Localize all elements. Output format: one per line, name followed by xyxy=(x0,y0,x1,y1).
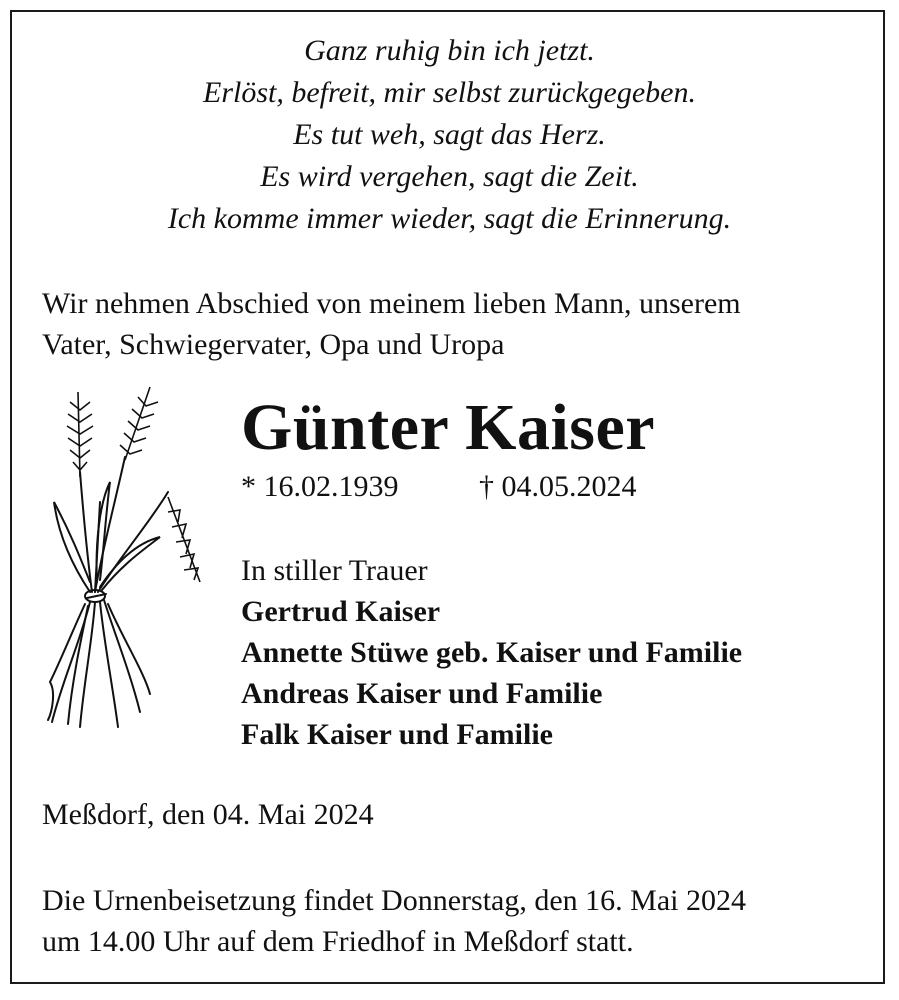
mourner-name: Gertrud Kaiser xyxy=(241,595,441,628)
poem xyxy=(12,30,887,240)
burial-line: um 14.00 Uhr auf dem Friedhof in Meßdorf statt. xyxy=(42,925,634,958)
burial-line: Die Urnenbeisetzung findet Donnerstag, den 16. Mai 2024 xyxy=(42,884,746,917)
birth-date: * 16.02.1939 xyxy=(241,470,399,503)
burial-info xyxy=(42,880,746,962)
death-date: † 04.05.2024 xyxy=(479,470,637,503)
intro-line: Vater, Schwiegervater, Opa und Uropa xyxy=(42,328,505,361)
poem-line: Erlöst, befreit, mir selbst zurückgegeben. xyxy=(203,76,696,109)
intro-text xyxy=(42,283,872,365)
mourner-name: Andreas Kaiser und Familie xyxy=(241,677,603,710)
poem-line: Es wird vergehen, sagt die Zeit. xyxy=(260,160,639,193)
poem-line: Ich komme immer wieder, sagt die Erinnerung. xyxy=(167,202,732,235)
poem-line: Ganz ruhig bin ich jetzt. xyxy=(304,34,595,67)
mourner-name: Falk Kaiser und Familie xyxy=(241,718,553,751)
mourner-name: Annette Stüwe geb. Kaiser und Familie xyxy=(241,636,743,669)
mourning-heading: In stiller Trauer xyxy=(241,554,428,587)
deceased-name: Günter Kaiser xyxy=(241,391,656,464)
life-dates xyxy=(241,468,637,506)
poem-line: Es tut weh, sagt das Herz. xyxy=(293,118,606,151)
intro-line: Wir nehmen Abschied von meinem lieben Mann, unserem xyxy=(42,287,741,320)
mourners-block xyxy=(241,550,742,755)
wheat-bundle-icon xyxy=(40,382,210,732)
place-and-date: Meßdorf, den 04. Mai 2024 xyxy=(42,798,374,831)
